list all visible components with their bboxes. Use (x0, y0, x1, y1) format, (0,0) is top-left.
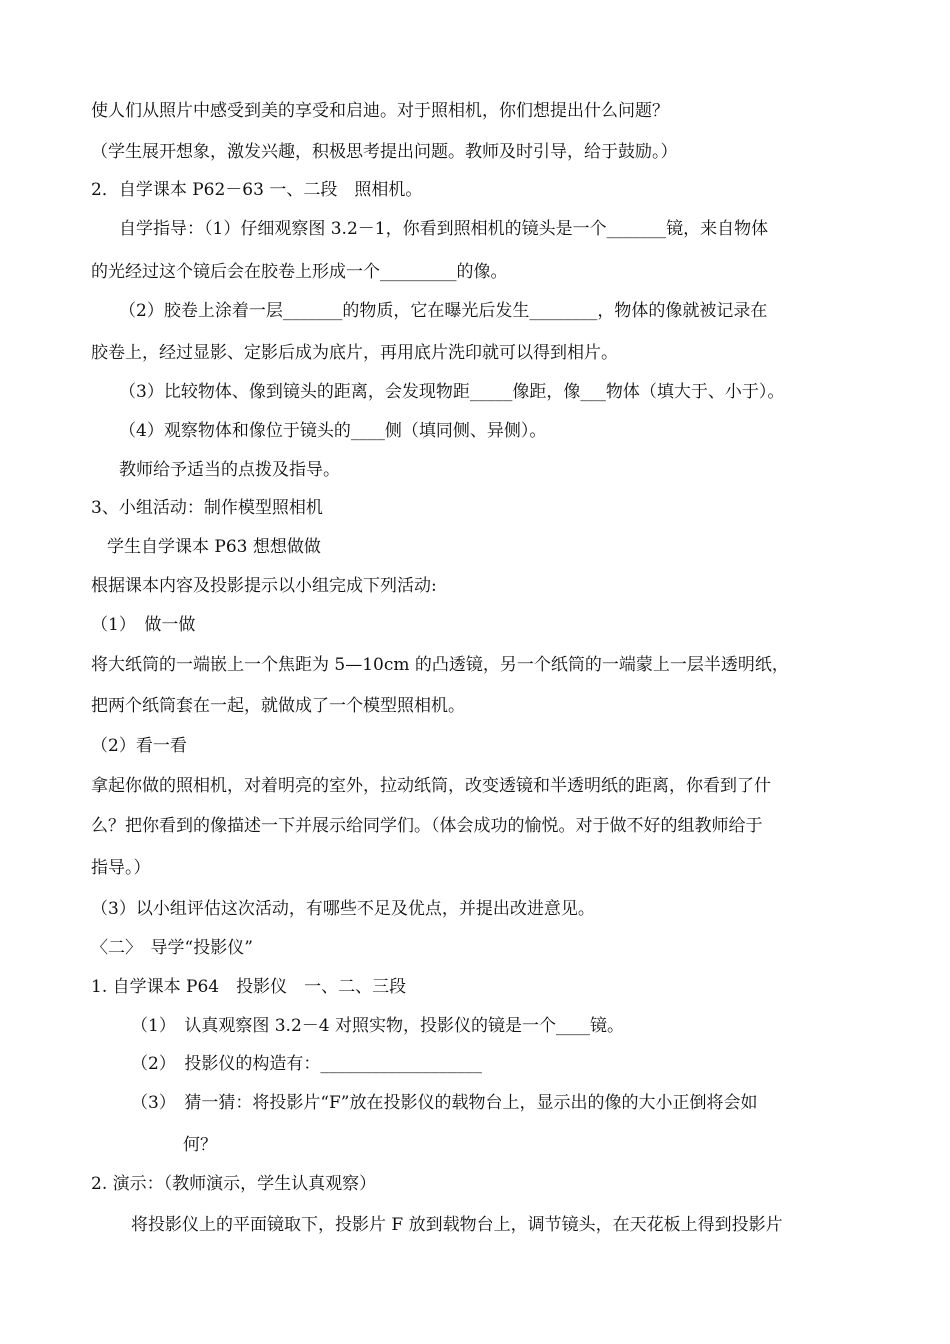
text-line: （3）比较物体、像到镜头的距离，会发现物距_____像距，像___物体（填大于、小于）。 (119, 382, 785, 402)
text-line: 教师给予适当的点拨及指导。 (119, 460, 340, 480)
text-line: 将大纸筒的一端嵌上一个焦距为 5—10cm 的凸透镜，另一个纸筒的一端蒙上一层半透明纸， (91, 655, 789, 675)
text-line: 拿起你做的照相机，对着明亮的室外，拉动纸筒，改变透镜和半透明纸的距离，你看到了什 (91, 776, 771, 796)
text-line: 自学指导：（1）仔细观察图 3.2－1，你看到照相机的镜头是一个_______镜，来自物体 (119, 219, 769, 239)
text-line: （3） 猜一猜：将投影片“F”放在投影仪的载物台上，显示出的像的大小正倒将会如 (131, 1093, 758, 1113)
text-line: （4）观察物体和像位于镜头的____侧（填同侧、异侧）。 (119, 421, 547, 441)
text-line: （2）胶卷上涂着一层_______的物质，它在曝光后发生________，物体的像就被记录在 (119, 301, 768, 321)
text-line: （2）看一看 (91, 736, 187, 756)
text-line: 3、小组活动：制作模型照相机 (91, 498, 323, 518)
text-line: 〈二〉 导学“投影仪” (91, 938, 253, 958)
text-line: （3）以小组评估这次活动，有哪些不足及优点，并提出改进意见。 (91, 899, 595, 919)
text-line: 根据课本内容及投影提示以小组完成下列活动: (91, 576, 437, 596)
text-line: 1. 自学课本 P64 投影仪 一、二、三段 (91, 977, 407, 997)
text-line: 指导。） (91, 858, 151, 878)
text-line: （学生展开想象，激发兴趣，积极思考提出问题。教师及时引导，给于鼓励。） (91, 142, 678, 162)
text-line: 么？把你看到的像描述一下并展示给同学们。（体会成功的愉悦。对于做不好的组教师给于 (91, 816, 763, 836)
text-line: （1） 认真观察图 3.2－4 对照实物，投影仪的镜是一个____镜。 (131, 1016, 624, 1036)
text-line: 的光经过这个镜后会在胶卷上形成一个_________的像。 (91, 262, 508, 282)
text-line: 使人们从照片中感受到美的享受和启迪。对于照相机，你们想提出什么问题？ (91, 101, 669, 121)
text-line: 将投影仪上的平面镜取下，投影片 F 放到载物台上，调节镜头，在天花板上得到投影片 (131, 1215, 783, 1235)
text-line: 2．自学课本 P62－63 一、二段 照相机。 (91, 180, 423, 200)
text-line: 2. 演示：（教师演示，学生认真观察） (91, 1174, 377, 1194)
text-line: 胶卷上，经过显影、定影后成为底片，再用底片洗印就可以得到相片。 (91, 343, 618, 363)
text-line: （2） 投影仪的构造有：___________________ (131, 1054, 482, 1074)
text-line: 何？ (183, 1135, 217, 1155)
text-line: 把两个纸筒套在一起，就做成了一个模型照相机。 (91, 696, 465, 716)
text-line: 学生自学课本 P63 想想做做 (107, 537, 321, 557)
text-line: （1） 做一做 (91, 615, 196, 635)
